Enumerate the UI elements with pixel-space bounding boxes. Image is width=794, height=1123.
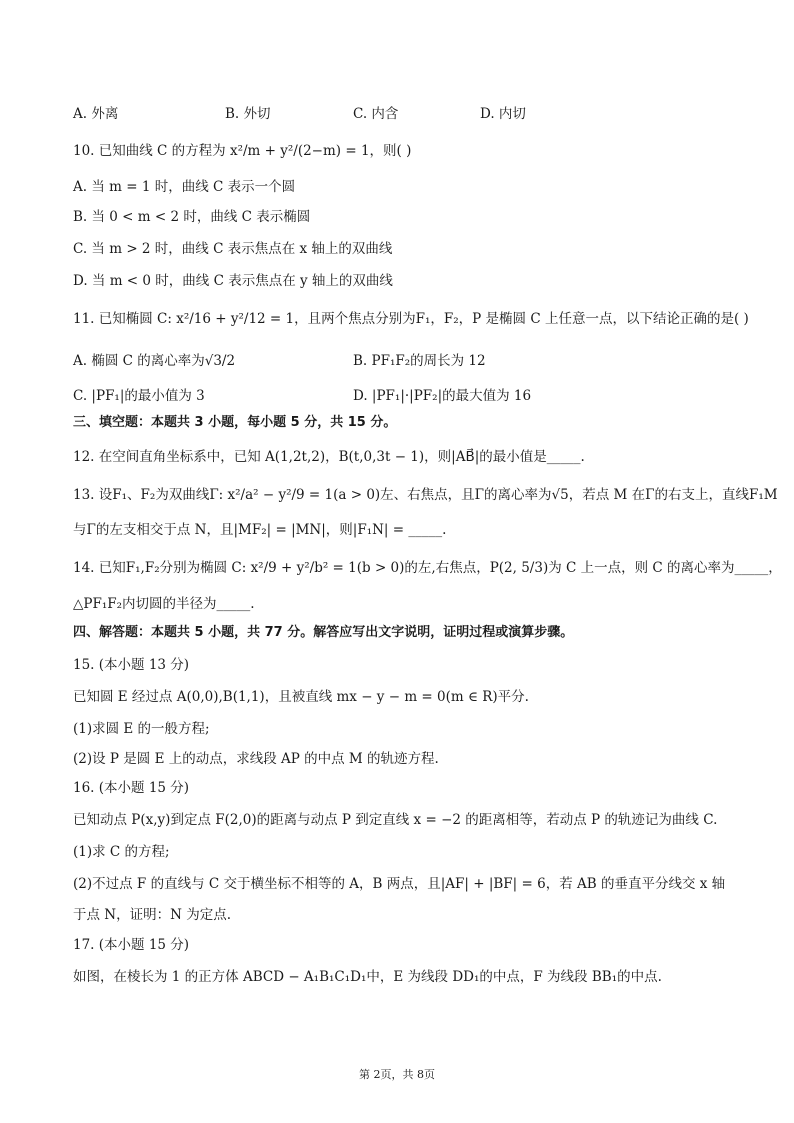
section-solution-heading: 四、解答题：本题共 5 小题，共 77 分。解答应写出文字说明，证明过程或演算步骤。 xyxy=(73,625,574,640)
q13-line-2: 与Γ的左支相交于点 N，且|MF₂| = |MN|，则|F₁N| = _____. xyxy=(73,522,447,538)
q16-part-2-cont: 于点 N，证明：N 为定点. xyxy=(73,907,231,923)
q16-part-1: (1)求 C 的方程; xyxy=(73,844,170,860)
q15-header: 15. (本小题 13 分) xyxy=(73,657,190,673)
q17-header: 17. (本小题 15 分) xyxy=(73,937,190,953)
q15-part-2: (2)设 P 是圆 E 上的动点，求线段 AP 的中点 M 的轨迹方程. xyxy=(73,751,439,767)
q16-part-2: (2)不过点 F 的直线与 C 交于横坐标不相等的 A，B 两点，且|AF| + |BF| = 6，若 AB 的垂直平分线交 x 轴 xyxy=(73,876,726,892)
q9-option-c: C. 内含 xyxy=(353,106,399,122)
q16-header: 16. (本小题 15 分) xyxy=(73,780,190,796)
q11-option-a: A. 椭圆 C 的离心率为√3/2 xyxy=(73,353,236,369)
q11-options-row1 xyxy=(73,349,733,369)
q10-option-d: D. 当 m < 0 时，曲线 C 表示焦点在 y 轴上的双曲线 xyxy=(73,273,393,289)
q15-part-1: (1)求圆 E 的一般方程; xyxy=(73,721,210,737)
q11-options-row2 xyxy=(73,384,733,404)
section-fill-in-heading: 三、填空题：本题共 3 小题，每小题 5 分，共 15 分。 xyxy=(73,415,397,430)
q13-line-1: 13. 设F₁、F₂为双曲线Γ: x²/a² − y²/9 = 1(a > 0)左、右焦点，且Γ的离心率为√5，若点 M 在Γ的右支上，直线F₁M xyxy=(73,487,778,503)
q11-option-c: C. |PF₁|的最小值为 3 xyxy=(73,388,205,404)
q10-option-b: B. 当 0 < m < 2 时，曲线 C 表示椭圆 xyxy=(73,209,311,225)
q10-option-a: A. 当 m = 1 时，曲线 C 表示一个圆 xyxy=(73,179,296,195)
q9-option-b: B. 外切 xyxy=(225,106,271,122)
page-footer: 第 2页，共 8页 xyxy=(359,1068,435,1081)
q11-option-b: B. PF₁F₂的周长为 12 xyxy=(353,353,486,369)
q15-stem: 已知圆 E 经过点 A(0,0),B(1,1)，且被直线 mx − y − m = 0(m ∈ R)平分. xyxy=(73,689,529,705)
q17-stem: 如图，在棱长为 1 的正方体 ABCD − A₁B₁C₁D₁中，E 为线段 DD₁的中点，F 为线段 BB₁的中点. xyxy=(73,969,662,985)
q10-option-c: C. 当 m > 2 时，曲线 C 表示焦点在 x 轴上的双曲线 xyxy=(73,241,393,257)
q10-stem: 10. 已知曲线 C 的方程为 x²/m + y²/(2−m) = 1，则( ) xyxy=(73,143,412,159)
q9-options xyxy=(73,102,733,122)
q9-option-a: A. 外离 xyxy=(73,106,119,122)
q16-stem: 已知动点 P(x,y)到定点 F(2,0)的距离与动点 P 到定直线 x = −2 的距离相等，若动点 P 的轨迹记为曲线 C. xyxy=(73,812,718,828)
q14-line-2: △PF₁F₂内切圆的半径为_____. xyxy=(73,596,255,612)
q14-line-1: 14. 已知F₁,F₂分别为椭圆 C: x²/9 + y²/b² = 1(b > 0)的左,右焦点，P(2, 5/3)为 C 上一点，则 C 的离心率为_____， xyxy=(73,560,782,576)
q11-option-d: D. |PF₁|·|PF₂|的最大值为 16 xyxy=(353,388,532,404)
q9-option-d: D. 内切 xyxy=(480,106,526,122)
q12-stem: 12. 在空间直角坐标系中，已知 A(1,2t,2)，B(t,0,3t − 1)，则|AB⃗|的最小值是_____. xyxy=(73,449,585,465)
q11-stem: 11. 已知椭圆 C: x²/16 + y²/12 = 1，且两个焦点分别为F₁，F₂，P 是椭圆 C 上任意一点，以下结论正确的是( ) xyxy=(73,311,749,327)
